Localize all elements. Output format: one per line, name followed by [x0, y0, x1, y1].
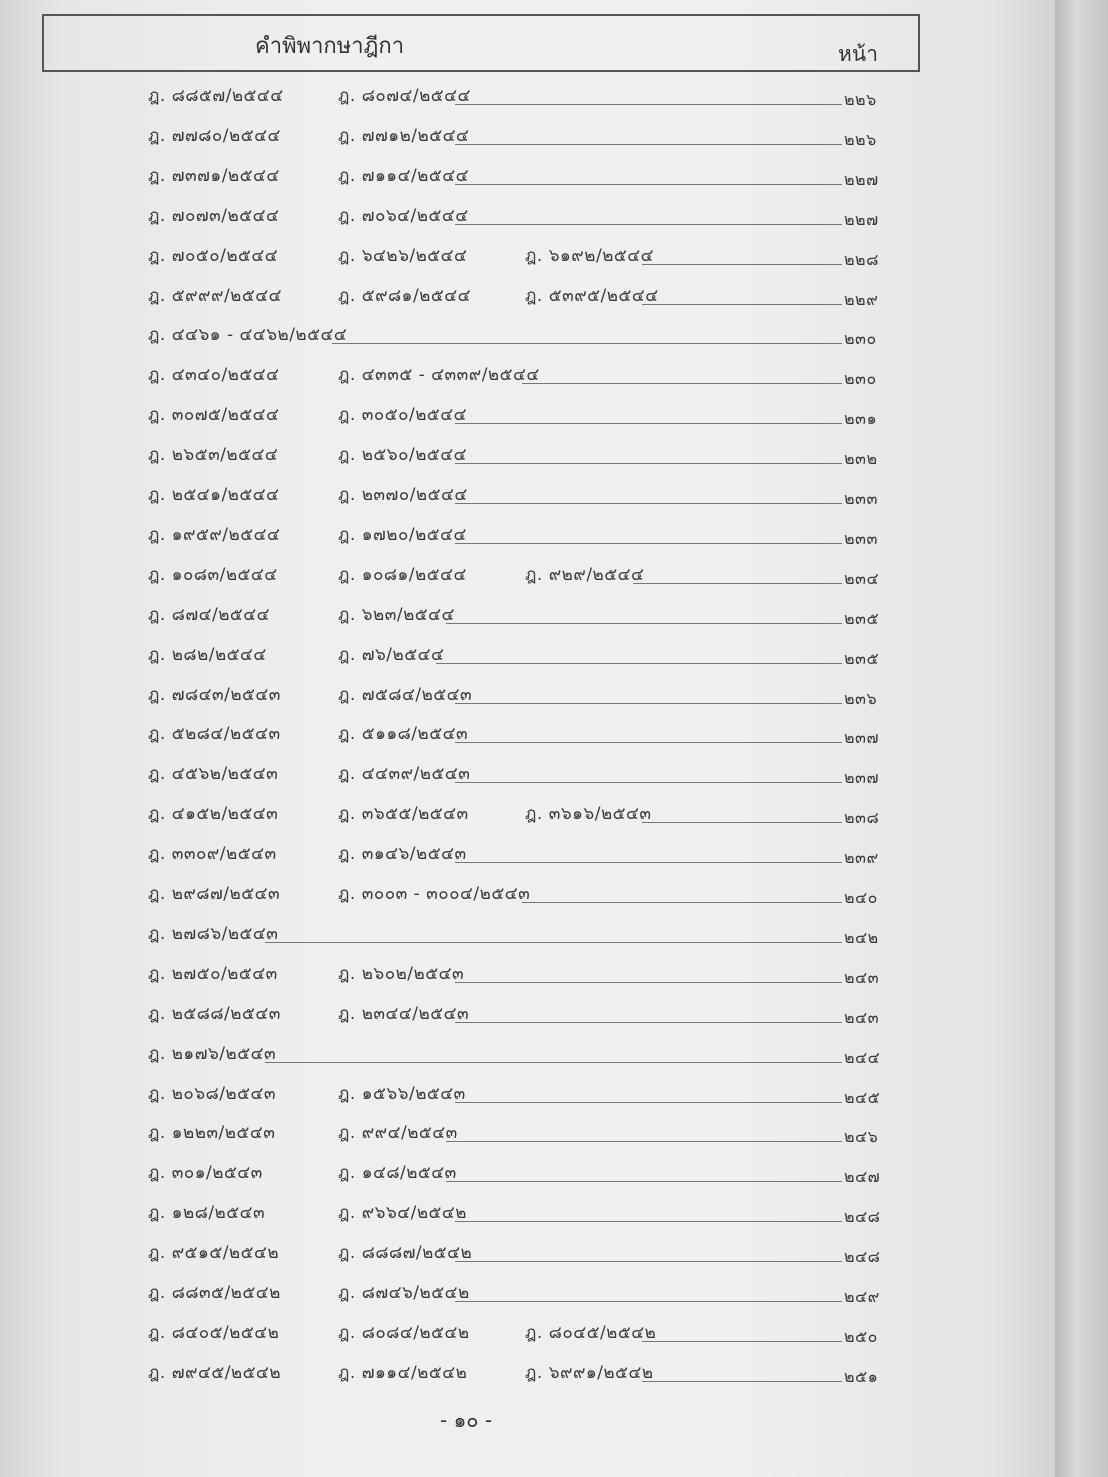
dot-leader-line — [455, 982, 842, 983]
dot-leader-line — [455, 184, 842, 185]
dot-leader-line — [446, 623, 842, 624]
case-ref-c1: ฎ. ๕๙๙๙/๒๕๔๔ — [148, 285, 282, 306]
index-row — [148, 760, 898, 790]
case-ref-c2: ฎ. ๕๑๑๘/๒๕๔๓ — [338, 724, 469, 745]
case-ref-c2: ฎ. ๒๓๔๔/๒๕๔๓ — [338, 1003, 470, 1024]
case-ref-c3: ฎ. ๘๐๔๕/๒๕๔๒ — [525, 1322, 657, 1343]
page-number: ๒๒๘ — [844, 249, 879, 269]
case-ref-c2: ฎ. ๓๖๕๕/๒๕๔๓ — [338, 804, 469, 825]
case-ref-c1: ฎ. ๒๗๕๐/๒๕๔๓ — [148, 963, 278, 984]
case-ref-c2: ฎ. ๗๑๑๔/๒๕๔๒ — [338, 1362, 468, 1383]
case-ref-c1: ฎ. ๔๑๕๒/๒๕๔๓ — [148, 804, 279, 825]
case-ref-c1: ฎ. ๒๑๗๖/๒๕๔๓ — [148, 1043, 277, 1064]
page-number: ๒๓๐ — [844, 369, 877, 389]
case-ref-c1: ฎ. ๒๗๘๖/๒๕๔๓ — [148, 923, 279, 944]
index-row — [148, 521, 898, 551]
case-ref-c2: ฎ. ๑๔๘/๒๕๔๓ — [338, 1163, 457, 1184]
case-ref-c2: ฎ. ๔๔๓๙/๒๕๔๓ — [338, 764, 471, 785]
dot-leader-line — [455, 503, 842, 504]
case-ref-c1: ฎ. ๓๐๗๕/๒๕๔๔ — [148, 405, 280, 426]
case-ref-c3: ฎ. ๖๙๙๑/๒๕๔๒ — [525, 1362, 654, 1383]
case-ref-c2: ฎ. ๒๕๖๐/๒๕๔๔ — [338, 445, 467, 466]
case-ref-c1: ฎ. ๘๔๐๕/๒๕๔๒ — [148, 1322, 280, 1343]
index-row — [148, 1199, 898, 1229]
case-ref-c1: ฎ. ๔๓๔๐/๒๕๔๔ — [148, 365, 280, 386]
case-ref-c1: ฎ. ๓๓๐๙/๒๕๔๓ — [148, 844, 277, 865]
dot-leader-line — [455, 703, 842, 704]
dot-leader-line — [455, 144, 842, 145]
index-row — [148, 1159, 898, 1189]
book-page-edge — [1055, 0, 1108, 1477]
dot-leader-line — [455, 742, 842, 743]
index-row — [148, 361, 898, 391]
index-row — [148, 401, 898, 431]
case-ref-c1: ฎ. ๗๙๔๕/๒๕๔๒ — [148, 1362, 282, 1383]
case-ref-c1: ฎ. ๒๖๕๓/๒๕๔๔ — [148, 445, 279, 466]
index-row — [148, 441, 898, 471]
index-row — [148, 561, 898, 591]
page-footer-number: - ๑๐ - — [440, 1408, 493, 1432]
case-ref-c1: ฎ. ๗๓๗๑/๒๕๔๔ — [148, 165, 280, 186]
index-row — [148, 720, 898, 750]
case-ref-c1: ฎ. ๑๒๘/๒๕๔๓ — [148, 1203, 266, 1224]
page-number: ๒๓๔ — [844, 568, 880, 588]
case-ref-c1: ฎ. ๔๔๖๑ - ๔๔๖๒/๒๕๔๔ — [148, 325, 348, 346]
index-row — [148, 1239, 898, 1269]
case-ref-c2: ฎ. ๗๗๑๒/๒๕๔๔ — [338, 125, 470, 146]
case-ref-c3: ฎ. ๓๖๑๖/๒๕๔๓ — [525, 804, 652, 825]
page-number: ๒๕๐ — [844, 1326, 878, 1346]
index-row — [148, 1080, 898, 1110]
case-ref-c3: ฎ. ๖๑๙๒/๒๕๔๔ — [525, 245, 654, 266]
case-ref-c1: ฎ. ๒๕๔๑/๒๕๔๔ — [148, 485, 280, 505]
case-ref-c1: ฎ. ๗๐๗๓/๒๕๔๔ — [148, 205, 280, 226]
index-row — [148, 641, 898, 671]
case-ref-c2: ฎ. ๖๒๓/๒๕๔๔ — [338, 604, 455, 625]
case-ref-c1: ฎ. ๗๘๔๓/๒๕๔๓ — [148, 684, 281, 705]
index-row — [148, 1040, 898, 1070]
dot-leader-line — [455, 1221, 842, 1222]
page-number: ๒๔๙ — [844, 1287, 880, 1306]
case-ref-c2: ฎ. ๓๑๔๖/๒๕๔๓ — [338, 844, 467, 865]
dot-leader-line — [436, 663, 842, 664]
index-row — [148, 242, 898, 272]
dot-leader-line — [455, 1102, 842, 1103]
page-number: ๒๒๖ — [844, 129, 877, 149]
dot-leader-line — [522, 383, 842, 384]
case-ref-c1: ฎ. ๑๙๕๙/๒๕๔๔ — [148, 524, 281, 545]
page-number: ๒๔๒ — [844, 927, 879, 947]
page-number: ๒๔๐ — [844, 888, 878, 907]
case-ref-c1: ฎ. ๗๐๕๐/๒๕๔๔ — [148, 245, 279, 266]
index-row — [148, 1119, 898, 1149]
page-number: ๒๓๗ — [844, 728, 880, 748]
case-ref-c2: ฎ. ๗๖/๒๕๔๔ — [338, 644, 445, 665]
dot-leader-line — [332, 343, 842, 344]
page-number: ๒๔๓ — [844, 967, 880, 987]
index-row — [148, 681, 898, 711]
page-number: ๒๓๕ — [844, 648, 880, 668]
page-number: ๒๓๑ — [844, 409, 878, 429]
case-ref-c2: ฎ. ๘๗๔๖/๒๕๔๒ — [338, 1283, 470, 1303]
page-number: ๒๔๘ — [844, 1247, 881, 1267]
case-ref-c2: ฎ. ๑๗๒๐/๒๕๔๔ — [338, 524, 467, 545]
case-ref-c2: ฎ. ๙๙๔/๒๕๔๓ — [338, 1123, 458, 1144]
page-number: ๒๓๘ — [844, 808, 880, 828]
index-row — [148, 920, 898, 950]
case-ref-c1: ฎ. ๑๐๘๓/๒๕๔๔ — [148, 564, 278, 585]
case-ref-c2: ฎ. ๑๕๖๖/๒๕๔๓ — [338, 1083, 466, 1104]
dot-leader-line — [455, 1022, 842, 1023]
page-number: ๒๓๓ — [844, 528, 878, 548]
dot-leader-line — [455, 104, 842, 105]
page-number: ๒๒๖ — [844, 90, 877, 109]
case-ref-c1: ฎ. ๘๗๔/๒๕๔๔ — [148, 604, 271, 625]
dot-leader-line — [455, 1261, 842, 1262]
dot-leader-line — [455, 463, 842, 464]
dot-leader-line — [642, 304, 842, 305]
dot-leader-line — [455, 423, 842, 424]
dot-leader-line — [455, 782, 842, 783]
case-ref-c1: ฎ. ๙๕๑๕/๒๕๔๒ — [148, 1243, 280, 1264]
case-ref-c1: ฎ. ๒๘๒/๒๕๔๔ — [148, 644, 267, 665]
page-number: ๒๔๕ — [844, 1087, 881, 1107]
index-row — [148, 122, 898, 152]
page-number: ๒๒๗ — [844, 169, 879, 189]
case-ref-c2: ฎ. ๖๔๒๖/๒๕๔๔ — [338, 245, 468, 266]
page-number: ๒๓๕ — [844, 608, 880, 628]
page-number: ๒๓๓ — [844, 489, 878, 508]
page-number: ๒๔๔ — [844, 1047, 881, 1067]
index-row — [148, 282, 898, 312]
index-row — [148, 82, 898, 112]
case-ref-c1: ฎ. ๘๘๕๗/๒๕๔๔ — [148, 86, 284, 106]
case-ref-c2: ฎ. ๓๐๐๓ - ๓๐๐๔/๒๕๔๓ — [338, 884, 531, 904]
page-number: ๒๔๗ — [844, 1167, 881, 1187]
case-ref-c1: ฎ. ๒๕๘๘/๒๕๔๓ — [148, 1003, 281, 1024]
index-row — [148, 481, 898, 511]
index-row — [148, 321, 898, 351]
page-number: ๒๓๗ — [844, 768, 880, 788]
page-number: ๒๓๒ — [844, 449, 878, 469]
case-ref-c2: ฎ. ๗๐๖๔/๒๕๔๔ — [338, 205, 469, 226]
dot-leader-line — [455, 862, 842, 863]
case-ref-c1: ฎ. ๑๒๒๓/๒๕๔๓ — [148, 1123, 276, 1144]
dot-leader-line — [642, 1341, 842, 1342]
case-ref-c1: ฎ. ๔๕๖๒/๒๕๔๓ — [148, 764, 279, 785]
case-ref-c2: ฎ. ๘๐๗๔/๒๕๔๔ — [338, 86, 471, 106]
case-ref-c1: ฎ. ๓๐๑/๒๕๔๓ — [148, 1163, 263, 1184]
dot-leader-line — [265, 1062, 842, 1063]
case-ref-c2: ฎ. ๘๘๘๗/๒๕๔๒ — [338, 1243, 473, 1264]
dot-leader-line — [642, 1381, 842, 1382]
dot-leader-line — [446, 1181, 842, 1182]
index-row — [148, 960, 898, 990]
case-ref-c1: ฎ. ๘๘๓๕/๒๕๔๒ — [148, 1283, 281, 1303]
index-row — [148, 601, 898, 631]
case-ref-c1: ฎ. ๒๙๘๗/๒๕๔๓ — [148, 884, 281, 904]
page-number: ๒๒๗ — [844, 209, 879, 229]
dot-leader-line — [455, 1301, 842, 1302]
dot-leader-line — [633, 583, 842, 584]
index-row — [148, 1319, 898, 1349]
case-ref-c2: ฎ. ๙๖๖๔/๒๕๔๒ — [338, 1203, 467, 1224]
dot-leader-line — [642, 264, 842, 265]
page-number: ๒๔๖ — [844, 1127, 879, 1147]
case-ref-c2: ฎ. ๘๐๘๔/๒๕๔๒ — [338, 1322, 470, 1343]
dot-leader-line — [642, 822, 842, 823]
header-title: คำพิพากษาฎีกา — [255, 34, 405, 59]
case-ref-c2: ฎ. ๑๐๘๑/๒๕๔๔ — [338, 564, 467, 585]
index-row — [148, 800, 898, 830]
dot-leader-line — [446, 1141, 842, 1142]
case-ref-c2: ฎ. ๗๑๑๔/๒๕๔๔ — [338, 165, 469, 186]
case-ref-c3: ฎ. ๕๓๙๕/๒๕๔๔ — [525, 285, 659, 306]
header-page-label: หน้า — [838, 42, 878, 66]
page-number: ๒๔๘ — [844, 1207, 881, 1227]
index-row — [148, 1000, 898, 1030]
case-ref-c2: ฎ. ๔๓๓๕ - ๔๓๓๙/๒๕๔๔ — [338, 365, 540, 386]
index-row — [148, 202, 898, 232]
page-number: ๒๓๖ — [844, 688, 878, 708]
dot-leader-line — [522, 902, 842, 903]
dot-leader-line — [265, 942, 842, 943]
case-ref-c2: ฎ. ๒๖๐๒/๒๕๔๓ — [338, 963, 465, 984]
page-number: ๒๔๓ — [844, 1007, 880, 1027]
index-row — [148, 1279, 898, 1309]
dot-leader-line — [455, 224, 842, 225]
dot-leader-line — [455, 543, 842, 544]
index-row — [148, 1359, 898, 1389]
page-number: ๒๕๑ — [844, 1366, 879, 1386]
index-row — [148, 840, 898, 870]
case-ref-c2: ฎ. ๗๕๘๔/๒๕๔๓ — [338, 684, 473, 705]
case-ref-c1: ฎ. ๕๒๘๔/๒๕๔๓ — [148, 724, 281, 745]
page-number: ๒๒๙ — [844, 289, 879, 309]
page-number: ๒๓๐ — [844, 329, 877, 349]
page-number: ๒๓๙ — [844, 848, 879, 868]
case-ref-c3: ฎ. ๙๒๙/๒๕๔๔ — [525, 564, 645, 585]
case-ref-c1: ฎ. ๗๗๘๐/๒๕๔๔ — [148, 125, 281, 146]
case-ref-c2: ฎ. ๕๙๘๑/๒๕๔๔ — [338, 285, 471, 306]
index-row — [148, 162, 898, 192]
case-ref-c2: ฎ. ๒๓๗๐/๒๕๔๔ — [338, 485, 468, 505]
case-ref-c1: ฎ. ๒๐๖๘/๒๕๔๓ — [148, 1083, 276, 1104]
case-ref-c2: ฎ. ๓๐๕๐/๒๕๔๔ — [338, 405, 467, 426]
index-row — [148, 880, 898, 910]
